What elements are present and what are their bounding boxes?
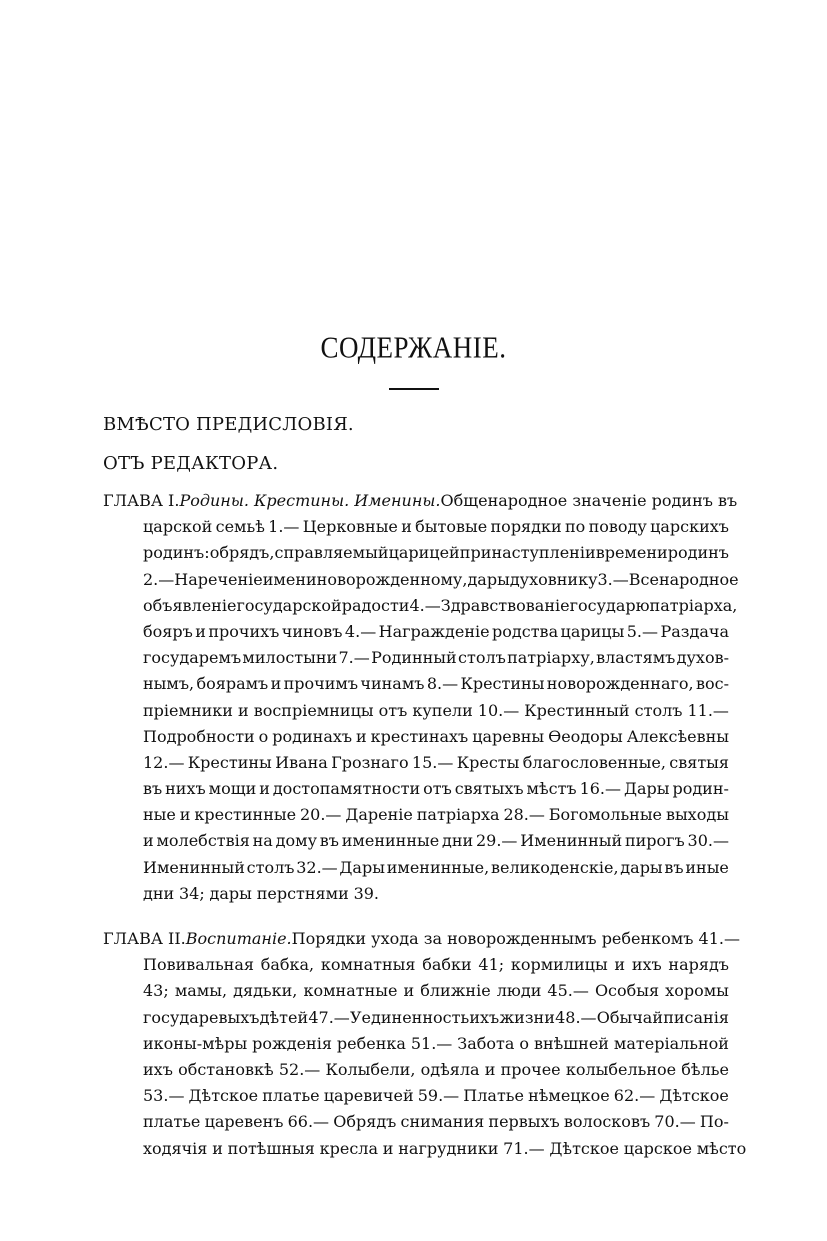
toc-word: и: [401, 517, 412, 537]
toc-word: 30.—: [687, 831, 729, 851]
toc-word: писанія: [663, 1007, 729, 1027]
toc-word: Дары: [623, 779, 670, 799]
toc-word: и: [212, 1138, 223, 1158]
toc-text-line: [103, 698, 729, 724]
toc-word: прочимъ: [283, 674, 359, 694]
toc-word: и: [179, 805, 191, 825]
toc-word: царскихъ: [650, 517, 729, 537]
toc-word: Дѣтское: [188, 1086, 259, 1106]
toc-word: 51.—: [410, 1033, 453, 1053]
section-editor: ОТЪ РЕДАКТОРА.: [103, 453, 279, 474]
toc-word: въ: [319, 831, 339, 851]
toc-word: 32.—: [296, 857, 338, 877]
toc-word: царское: [623, 1138, 692, 1158]
toc-word: Грознаго: [331, 752, 409, 772]
toc-word: платье: [143, 1112, 201, 1132]
toc-word: именинные,: [386, 857, 490, 877]
toc-word: Платье: [463, 1086, 524, 1106]
toc-word: царицы: [560, 621, 625, 641]
toc-word: и: [382, 1138, 394, 1158]
toc-word: Родинный: [371, 648, 457, 668]
toc-word: Уединенность: [349, 1007, 470, 1027]
toc-word: Именинный: [520, 831, 623, 851]
toc-word: обстановкѣ: [178, 1059, 274, 1079]
chapter-2-label: ГЛАВА II.: [103, 929, 186, 948]
toc-text-line: [103, 724, 729, 750]
toc-word: 45.—: [547, 981, 589, 1001]
toc-word: въ: [664, 857, 684, 877]
toc-word: Забота: [457, 1033, 515, 1053]
toc-word: дни: [143, 883, 175, 903]
toc-word: ребенка: [336, 1033, 406, 1053]
toc-word: 11.—: [687, 700, 729, 720]
toc-text-line: [103, 978, 729, 1004]
toc-word: кресла: [319, 1138, 378, 1158]
toc-word: волосковъ: [563, 1112, 651, 1132]
toc-word: 41;: [478, 955, 505, 975]
toc-text-line: [103, 619, 729, 645]
toc-word: 29.—: [475, 831, 518, 851]
toc-word: хоромы: [665, 981, 729, 1001]
toc-word: царевны: [472, 726, 545, 746]
toc-text-line: [103, 881, 729, 907]
toc-word: и: [356, 726, 367, 746]
toc-word: радости: [341, 595, 410, 615]
toc-word: наступленіи: [491, 543, 596, 563]
toc-word: новорожденнаго,: [546, 674, 694, 694]
toc-word: Дѣтское: [659, 1086, 729, 1106]
toc-word: о: [258, 726, 269, 746]
toc-word: и: [195, 621, 206, 641]
chapter-2-entry: [103, 926, 747, 1162]
toc-word: 12.—: [143, 752, 185, 772]
toc-word: объявленіе: [143, 595, 237, 615]
title-rule: [389, 388, 439, 390]
chapter-2-title: Воспитаніе.: [185, 929, 292, 948]
toc-word: о: [519, 1033, 530, 1053]
toc-word: иконы-мѣры: [143, 1033, 248, 1053]
toc-word: государю: [569, 595, 650, 615]
toc-word: 7.—: [338, 648, 370, 668]
toc-word: 43;: [143, 981, 169, 1001]
toc-word: родинахъ: [272, 726, 353, 746]
toc-text-line: [103, 776, 729, 802]
toc-word: 70.—: [654, 1112, 696, 1132]
toc-word: бояръ: [143, 621, 193, 641]
toc-word: 16.—: [579, 779, 622, 799]
toc-word: снимания: [400, 1112, 485, 1132]
toc-word: выходы: [665, 805, 729, 825]
toc-word: 4.—: [409, 595, 441, 615]
toc-word: царевенъ: [204, 1112, 284, 1132]
toc-word: дары: [620, 857, 663, 877]
toc-word: въ: [143, 779, 163, 799]
chapter-2-first-rest: Порядки ухода за новорожденнымъ ребенкомъ 41.—: [291, 929, 740, 948]
toc-word: Церковные: [302, 517, 398, 537]
toc-word: поводу: [588, 517, 647, 537]
toc-word: Всенародное: [628, 569, 739, 589]
toc-word: молебствія: [156, 831, 250, 851]
toc-word: купели: [412, 700, 473, 720]
toc-word: государемъ: [143, 648, 242, 668]
toc-word: комнатныя: [320, 955, 416, 975]
toc-word: милостыни: [242, 648, 338, 668]
toc-word: достопамятности: [272, 779, 421, 799]
toc-word: 53.—: [143, 1086, 185, 1106]
toc-word: крестинные: [194, 805, 297, 825]
toc-word: бытовые: [415, 517, 488, 537]
toc-word: нымъ,: [143, 674, 195, 694]
toc-word: прочихъ: [208, 621, 280, 641]
toc-word: столъ: [458, 648, 506, 668]
toc-word: 39.: [353, 883, 380, 903]
toc-word: и: [484, 1059, 496, 1079]
toc-word: комнатные: [303, 981, 398, 1001]
toc-word: Награжденіе: [378, 621, 490, 641]
toc-text-line: [103, 593, 738, 619]
chapter-1-lines: [103, 514, 739, 907]
toc-word: царицей: [388, 543, 460, 563]
toc-word: 71.—: [503, 1138, 545, 1158]
toc-word: потѣшныя: [227, 1138, 315, 1158]
toc-word: По-: [699, 1112, 729, 1132]
toc-text-line: [103, 802, 729, 828]
toc-text-line: [103, 1083, 729, 1109]
toc-word: бабка,: [260, 955, 315, 975]
toc-word: дары: [209, 883, 252, 903]
toc-word: Кресты: [456, 752, 520, 772]
toc-word: жизни: [499, 1007, 555, 1027]
toc-word: времени: [595, 543, 668, 563]
toc-word: столъ: [634, 700, 683, 720]
toc-word: дѣтей: [259, 1007, 309, 1027]
toc-text-line: [103, 1005, 729, 1031]
toc-word: одѣяла: [420, 1059, 480, 1079]
toc-word: Обычай: [596, 1007, 663, 1027]
toc-word: кормилицы: [510, 955, 608, 975]
toc-word: 59.—: [417, 1086, 460, 1106]
toc-word: прочее: [500, 1059, 561, 1079]
toc-word: Дѣтское: [549, 1138, 619, 1158]
toc-word: люди: [496, 981, 542, 1001]
toc-word: ные: [143, 805, 176, 825]
toc-word: обрядъ,: [209, 543, 275, 563]
toc-word: Крестины: [187, 752, 272, 772]
chapter-2-first-line: [103, 926, 740, 952]
toc-text-line: [103, 750, 729, 776]
toc-word: платье: [262, 1086, 320, 1106]
toc-text-line: [103, 828, 729, 854]
toc-word: и: [403, 981, 415, 1001]
chapter-1-first-rest: Общенародное значеніе родинъ въ: [440, 491, 738, 510]
toc-word: и: [259, 779, 270, 799]
toc-text-line: [103, 1031, 729, 1057]
toc-word: имени: [262, 569, 317, 589]
toc-word: Крестинный: [524, 700, 630, 720]
toc-word: боярамъ: [196, 674, 269, 694]
toc-word: духов-: [676, 648, 729, 668]
toc-word: отъ: [423, 779, 452, 799]
toc-word: патріарха,: [649, 595, 738, 615]
toc-text-line: [103, 952, 729, 978]
toc-word: Раздача: [660, 621, 729, 641]
toc-word: по: [564, 517, 586, 537]
toc-word: Крестины: [460, 674, 545, 694]
toc-word: при: [459, 543, 492, 563]
toc-text-line: [103, 855, 729, 881]
toc-word: Здравствованіе: [440, 595, 570, 615]
toc-word: новорожденному,: [316, 569, 468, 589]
toc-word: государевыхъ: [143, 1007, 260, 1027]
toc-word: мощи: [208, 779, 257, 799]
toc-word: пріемники: [143, 700, 233, 720]
toc-text-line: [103, 645, 729, 671]
toc-word: ходячія: [143, 1138, 208, 1158]
toc-word: справляемый: [274, 543, 389, 563]
toc-word: ихъ: [469, 1007, 500, 1027]
toc-text-line: [103, 540, 729, 566]
toc-word: 2.—: [143, 569, 175, 589]
toc-word: 62.—: [613, 1086, 656, 1106]
toc-word: иные: [685, 857, 729, 877]
toc-word: патріарху,: [507, 648, 595, 668]
toc-word: духовнику: [509, 569, 598, 589]
toc-word: 4.—: [344, 621, 377, 641]
toc-word: Богомольные: [548, 805, 663, 825]
toc-word: именинные: [341, 831, 440, 851]
toc-word: матеріальной: [613, 1033, 729, 1053]
toc-word: родства: [492, 621, 559, 641]
toc-word: рожденія: [252, 1033, 332, 1053]
toc-word: 8.—: [426, 674, 459, 694]
toc-word: и: [143, 831, 154, 851]
toc-word: отъ: [378, 700, 408, 720]
page-title: СОДЕРЖАНІЕ.: [320, 329, 507, 365]
chapter-2-lines: [103, 952, 747, 1162]
toc-word: Именинный: [143, 857, 245, 877]
toc-word: колыбельное: [565, 1059, 677, 1079]
chapter-1-title: Родины. Крестины. Именины.: [179, 491, 441, 510]
toc-word: 3.—: [597, 569, 629, 589]
toc-word: 48.—: [555, 1007, 597, 1027]
toc-word: Повивальная: [143, 955, 254, 975]
toc-word: святыхъ: [454, 779, 524, 799]
toc-word: ближніе: [420, 981, 491, 1001]
toc-word: 47.—: [308, 1007, 350, 1027]
toc-word: мѣстъ: [526, 779, 577, 799]
toc-word: порядки: [490, 517, 562, 537]
section-preface: ВМѢСТО ПРЕДИСЛОВІЯ.: [103, 414, 354, 435]
toc-word: перстнями: [256, 883, 349, 903]
toc-word: нарядъ: [668, 955, 729, 975]
toc-word: патріарха: [416, 805, 500, 825]
toc-word: великоденскіе,: [490, 857, 619, 877]
toc-word: воспріемницы: [253, 700, 374, 720]
toc-word: крестинахъ: [370, 726, 469, 746]
toc-word: и: [270, 674, 282, 694]
toc-word: бабки: [422, 955, 472, 975]
toc-word: мѣсто: [696, 1138, 747, 1158]
toc-text-line: [103, 671, 729, 697]
toc-text-line: [103, 1109, 729, 1135]
toc-word: святыя: [669, 752, 729, 772]
toc-word: 66.—: [287, 1112, 330, 1132]
toc-word: ихъ: [143, 1059, 173, 1079]
toc-word: нихъ: [165, 779, 206, 799]
toc-word: Особыя: [594, 981, 660, 1001]
toc-word: чиновъ: [281, 621, 343, 641]
toc-word: 1.—: [268, 517, 300, 537]
toc-word: пирогъ: [624, 831, 685, 851]
toc-word: бѣлье: [681, 1059, 729, 1079]
toc-word: Дары: [339, 857, 385, 877]
toc-word: государской: [236, 595, 342, 615]
toc-word: 10.—: [477, 700, 520, 720]
toc-word: царевичей: [323, 1086, 414, 1106]
toc-word: 5.—: [626, 621, 659, 641]
toc-word: мамы,: [174, 981, 228, 1001]
toc-word: Алексѣевны: [626, 726, 729, 746]
toc-word: Колыбели,: [325, 1059, 416, 1079]
toc-word: на: [252, 831, 273, 851]
toc-word: дядьки,: [233, 981, 298, 1001]
toc-word: Нареченіе: [174, 569, 263, 589]
toc-word: Дареніе: [345, 805, 413, 825]
toc-text-line: [103, 1136, 747, 1162]
toc-word: столъ: [246, 857, 295, 877]
toc-word: внѣшней: [533, 1033, 609, 1053]
chapter-1-first-line: [103, 488, 738, 514]
toc-word: дары: [467, 569, 510, 589]
toc-text-line: [103, 514, 729, 540]
toc-word: чинамъ: [360, 674, 425, 694]
toc-word: родин-: [672, 779, 729, 799]
toc-word: родинъ:: [143, 543, 210, 563]
toc-word: дни: [442, 831, 474, 851]
toc-word: первыхъ: [488, 1112, 560, 1132]
toc-word: дому: [275, 831, 317, 851]
toc-word: Ѳеодоры: [548, 726, 623, 746]
toc-word: нѣмецкое: [528, 1086, 610, 1106]
toc-word: 15.—: [411, 752, 454, 772]
toc-word: нагрудники: [398, 1138, 499, 1158]
toc-word: 34;: [178, 883, 205, 903]
toc-word: Ивана: [275, 752, 328, 772]
chapter-1-label: ГЛАВА I.: [103, 491, 180, 510]
toc-word: царской: [143, 517, 213, 537]
toc-word: семьѣ: [215, 517, 265, 537]
toc-word: и: [614, 955, 626, 975]
chapter-1-entry: [103, 488, 739, 907]
toc-word: и: [237, 700, 249, 720]
toc-text-line: [103, 1057, 729, 1083]
toc-word: 28.—: [503, 805, 545, 825]
toc-word: вос-: [695, 674, 729, 694]
toc-text-line: [103, 567, 739, 593]
toc-word: властямъ: [596, 648, 676, 668]
toc-word: благословенные,: [522, 752, 666, 772]
toc-word: 52.—: [278, 1059, 321, 1079]
toc-word: 20.—: [299, 805, 342, 825]
toc-word: Обрядъ: [333, 1112, 397, 1132]
toc-word: ихъ: [631, 955, 662, 975]
toc-word: родинъ: [667, 543, 729, 563]
toc-word: Подробности: [143, 726, 255, 746]
